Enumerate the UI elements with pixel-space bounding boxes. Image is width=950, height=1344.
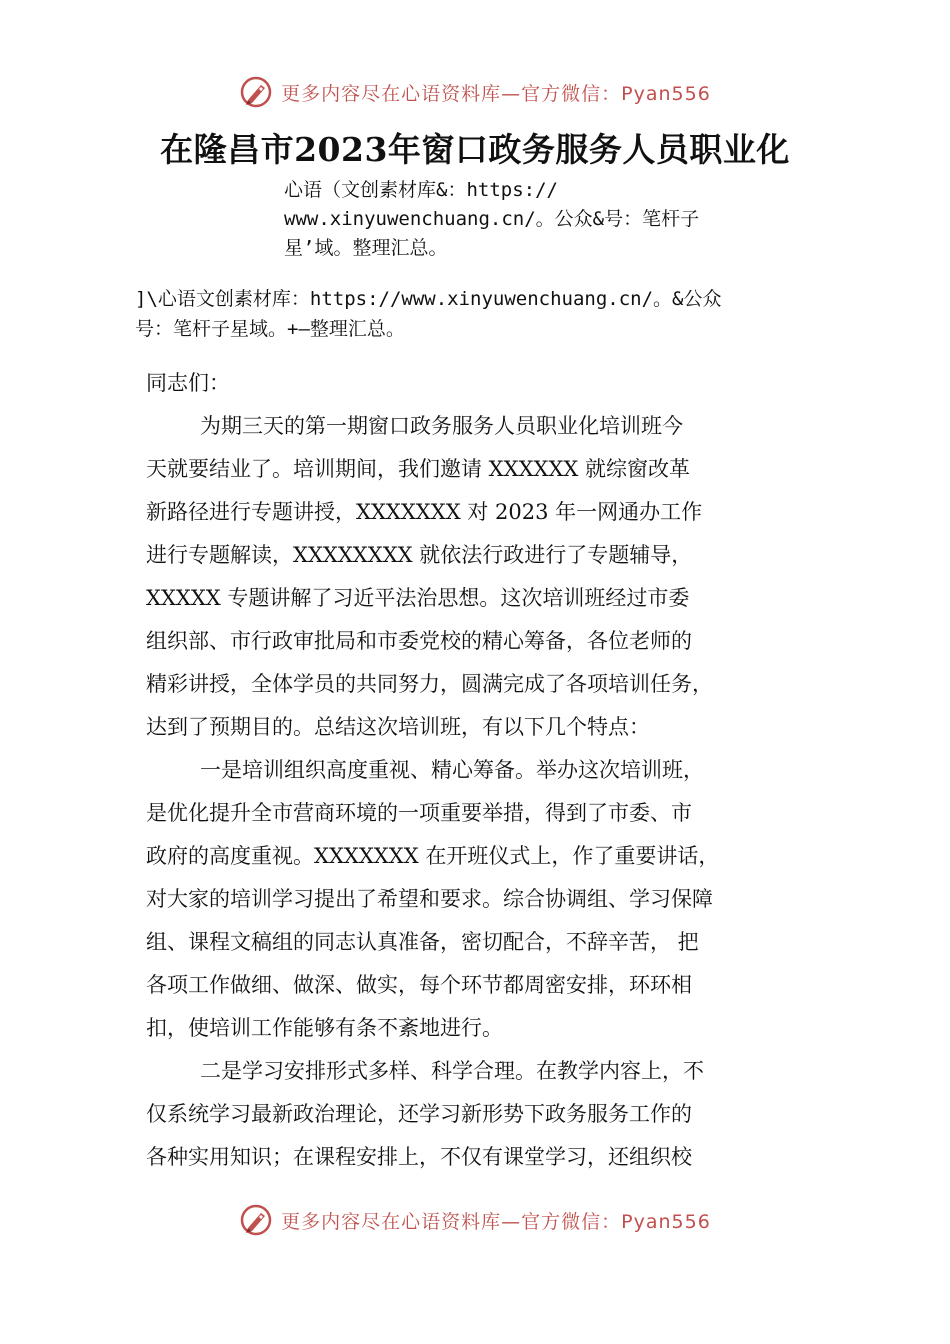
document-title: 在隆昌市2023年窗口政务服务人员职业化 — [160, 130, 790, 169]
paragraph-line: 政府的高度重视。XXXXXXX 在开班仪式上，作了重要讲话， — [146, 844, 720, 868]
source-note — [284, 176, 794, 263]
source-note-line: ]\心语文创素材库：https://www.xinyuwenchuang.cn/。&公众 — [135, 288, 722, 310]
paragraph-line: 一是培训组织高度重视、精心筹备。举办这次培训班， — [200, 758, 704, 782]
paragraph-line: 组、课程文稿组的同志认真准备，密切配合，不辞辛苦， 把 — [146, 930, 699, 954]
header-watermark-banner — [0, 72, 950, 112]
pen-nib-logo-icon — [239, 1203, 273, 1237]
paragraph-line: XXXXX 专题讲解了习近平法治思想。这次培训班经过市委 — [146, 586, 690, 610]
source-note-secondary — [135, 284, 855, 344]
paragraph-line: 组织部、市行政审批局和市委党校的精心筹备，各位老师的 — [146, 629, 692, 653]
paragraph-line: 扣，使培训工作能够有条不紊地进行。 — [146, 1016, 503, 1040]
paragraph-line: 天就要结业了。培训期间，我们邀请 XXXXXX 就综窗改革 — [146, 457, 691, 481]
paragraph-line: 二是学习安排形式多样、科学合理。在教学内容上，不 — [200, 1059, 704, 1083]
paragraph-line: 是优化提升全市营商环境的一项重要举措，得到了市委、市 — [146, 801, 692, 825]
paragraph-line: 进行专题解读，XXXXXXXX 就依法行政进行了专题辅导， — [146, 543, 693, 567]
footer-watermark-banner — [0, 1200, 950, 1240]
document-body — [146, 362, 826, 1179]
paragraph-line: 各种实用知识；在课程安排上，不仅有课堂学习，还组织校 — [146, 1145, 692, 1169]
pen-nib-logo-icon — [239, 75, 273, 109]
paragraph-line: 精彩讲授，全体学员的共同努力，圆满完成了各项培训任务， — [146, 672, 713, 696]
banner-text: 更多内容尽在心语资料库—官方微信：Pyan556 — [281, 82, 711, 105]
paragraph-line: 为期三天的第一期窗口政务服务人员职业化培训班今 — [200, 414, 683, 438]
paragraph-line: 达到了预期目的。总结这次培训班，有以下几个特点： — [146, 715, 650, 739]
source-note-line: 星’域。整理汇总。 — [284, 237, 448, 259]
source-note-line: www.xinyuwenchuang.cn/。公众&号：笔杆子 — [284, 208, 700, 230]
source-note-line: 号：笔杆子星域。+—整理汇总。 — [135, 318, 405, 340]
paragraph-line: 新路径进行专题讲授，XXXXXXX 对 2023 年一网通办工作 — [146, 500, 703, 524]
source-note-line: 心语（文创素材库&：https:// — [284, 179, 558, 201]
banner-text: 更多内容尽在心语资料库—官方微信：Pyan556 — [281, 1210, 711, 1233]
salutation: 同志们： — [146, 371, 230, 395]
paragraph-line: 仅系统学习最新政治理论，还学习新形势下政务服务工作的 — [146, 1102, 692, 1126]
paragraph-line: 各项工作做细、做深、做实，每个环节都周密安排，环环相 — [146, 973, 692, 997]
paragraph-line: 对大家的培训学习提出了希望和要求。综合协调组、学习保障 — [146, 887, 713, 911]
